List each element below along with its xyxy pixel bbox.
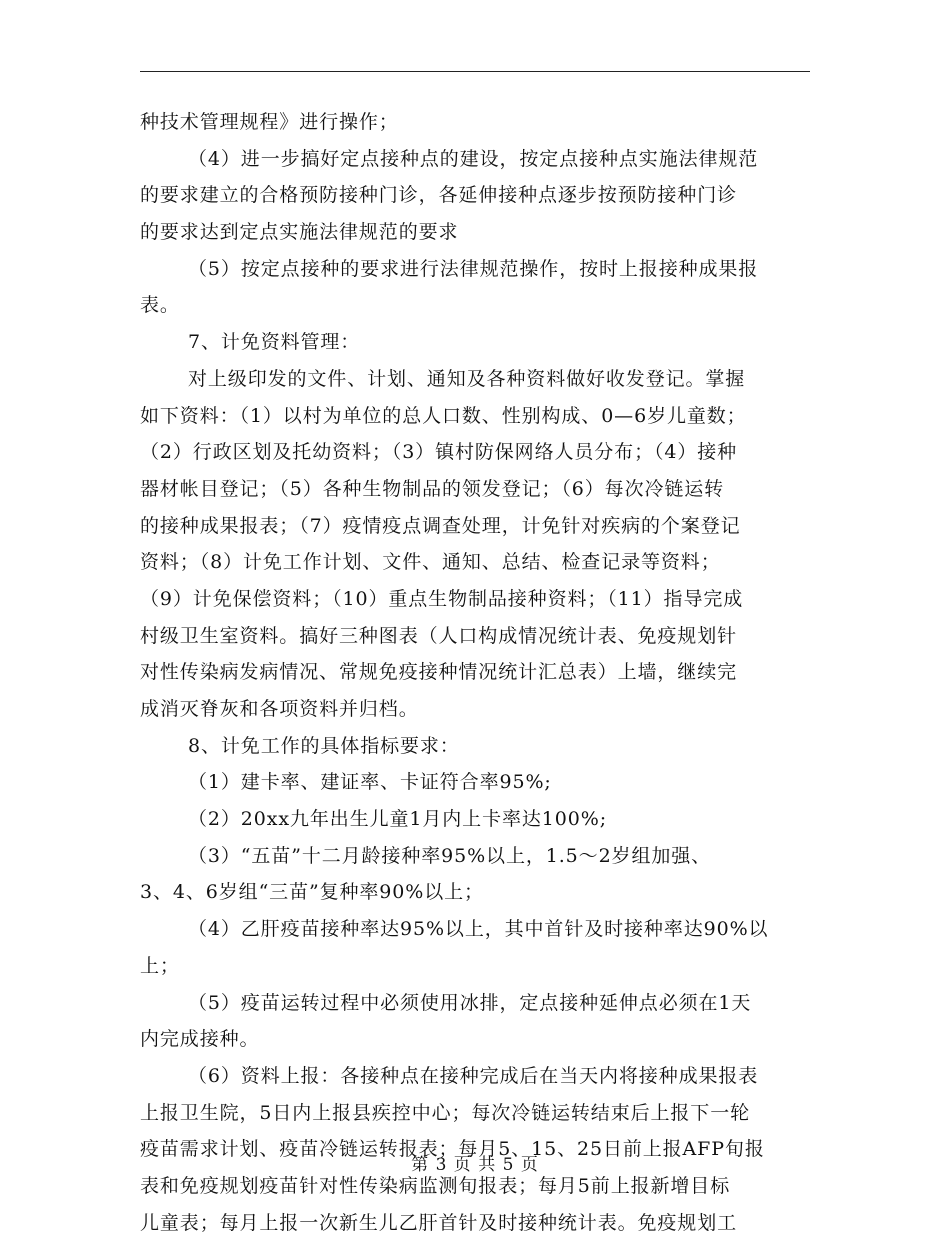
text-line: 资料；（8）计免工作计划、文件、通知、总结、检查记录等资料； (140, 551, 721, 574)
text-line: 7、计免资料管理： (188, 331, 361, 354)
text-line: 8、计免工作的具体指标要求： (188, 734, 460, 757)
text-line: 上； (140, 954, 180, 977)
text-line: 村级卫生室资料。搞好三种图表（人口构成情况统计表、免疫规划针 (140, 624, 738, 647)
text-line: （4）乙肝疫苗接种率达95%以上，其中首针及时接种率达90%以 (188, 918, 769, 941)
text-line: 的要求达到定点实施法律规范的要求 (140, 221, 459, 244)
text-line: （6）资料上报：各接种点在接种完成后在当天内将接种成果报表 (188, 1064, 759, 1087)
text-line: 的接种成果报表；（7）疫情疫点调查处理，计免针对疾病的个案登记 (140, 514, 741, 537)
text-line: 如下资料：（1）以村为单位的总人口数、性别构成、0—6岁儿童数； (140, 404, 747, 427)
text-line: （5）按定点接种的要求进行法律规范操作，按时上报接种成果报 (188, 257, 759, 280)
text-line: 表和免疫规划疫苗针对性传染病监测旬报表；每月5前上报新增目标 (140, 1174, 731, 1197)
text-line: （2）行政区划及托幼资料；（3）镇村防保网络人员分布；（4）接种 (140, 441, 738, 464)
text-line: 上报卫生院，5日内上报县疾控中心；每次冷链运转结束后上报下一轮 (140, 1101, 750, 1124)
text-line: （5）疫苗运转过程中必须使用冰排，定点接种延伸点必须在1天 (188, 991, 752, 1014)
text-line: 对上级印发的文件、计划、通知及各种资料做好收发登记。掌握 (188, 367, 746, 390)
text-line: （3）“五苗”十二月龄接种率95%以上，1.5～2岁组加强、 (188, 844, 712, 867)
text-line: （1）建卡率、建证率、卡证符合率95%; (188, 771, 552, 794)
text-line: （4）进一步搞好定点接种点的建设，按定点接种点实施法律规范 (188, 147, 759, 170)
text-line: 儿童表；每月上报一次新生儿乙肝首针及时接种统计表。免疫规划工 (140, 1211, 738, 1234)
document-body (140, 104, 810, 1241)
text-line: （9）计免保偿资料；（10）重点生物制品接种资料；（11）指导完成 (140, 587, 744, 610)
text-line: 的要求建立的合格预防接种门诊，各延伸接种点逐步按预防接种门诊 (140, 184, 738, 207)
page-footer: 第 3 页 共 5 页 (411, 1155, 539, 1175)
text-line: 内完成接种。 (140, 1028, 260, 1051)
text-line: 对性传染病发病情况、常规免疫接种情况统计汇总表）上墙，继续完 (140, 661, 738, 684)
text-line: 3、4、6岁组“三苗”复种率90%以上； (140, 881, 484, 904)
text-line: 疫苗需求计划、疫苗冷链运转报表；每月5、15、25日前上报AFP旬报 (140, 1138, 765, 1161)
text-line: 种技术管理规程》进行操作； (140, 111, 399, 133)
header-rule (140, 71, 810, 72)
text-line: 表。 (140, 294, 180, 317)
text-line: 成消灭脊灰和各项资料并归档。 (140, 698, 419, 720)
text-line: （2）20xx九年出生儿童1月内上卡率达100%; (188, 808, 608, 831)
text-line: 器材帐目登记；（5）各种生物制品的领发登记；（6）每次冷链运转 (140, 477, 725, 500)
